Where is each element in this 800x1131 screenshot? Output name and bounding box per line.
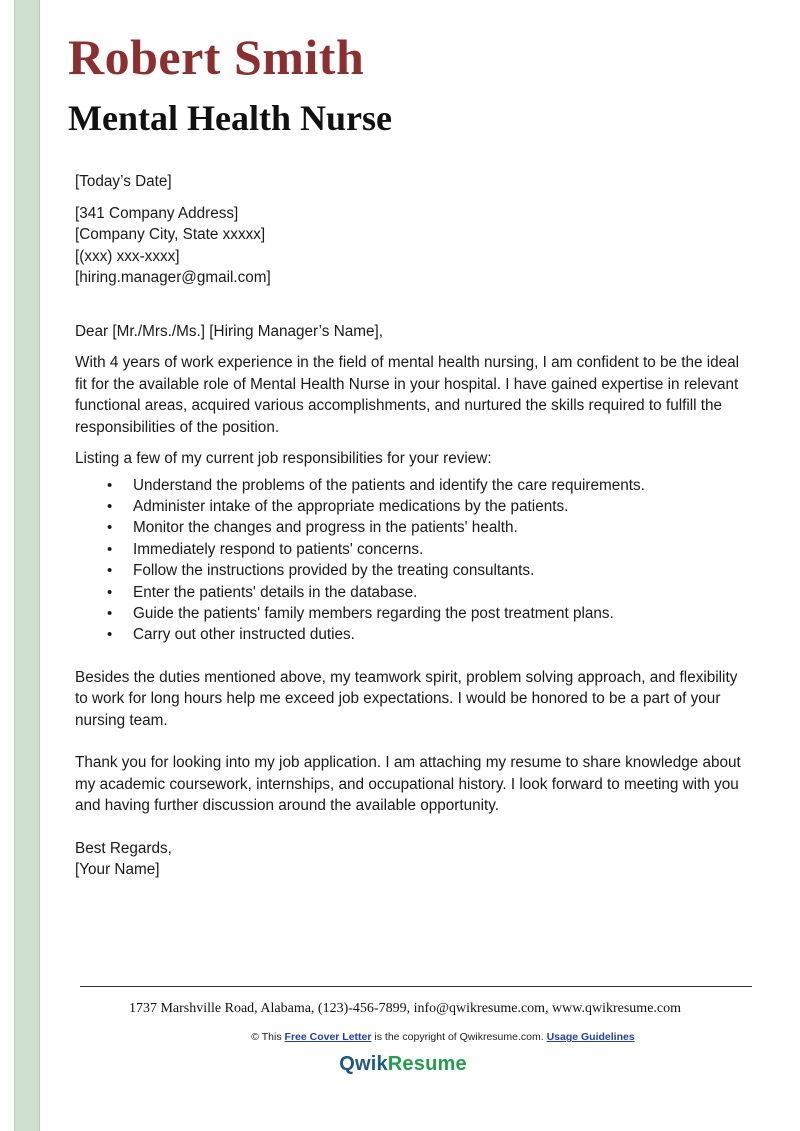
copyright-prefix: © This <box>251 1031 282 1043</box>
footer-contact: 1737 Marshville Road, Alabama, (123)-456-7899, info@qwikresume.com, www.qwikresume.com <box>128 1001 682 1016</box>
list-intro: Listing a few of my current job responsibilities for your review: <box>75 450 492 467</box>
copyright-text: is the copyright of Qwikresume.com. <box>374 1031 544 1043</box>
footer-divider <box>80 986 752 987</box>
logo-qwik: Qwik <box>339 1053 388 1075</box>
address-line: [Company City, State xxxxx] <box>75 226 266 243</box>
list-item: • Guide the patients' family members regarding the post treatment plans. <box>133 603 745 624</box>
list-item: • Monitor the changes and progress in the patients' health. <box>133 517 745 538</box>
closing-phrase: Best Regards, <box>75 839 172 857</box>
signature-name: [Your Name] <box>75 861 160 879</box>
recipient-address <box>75 203 745 289</box>
address-line: [(xxx) xxx-xxxx] <box>75 247 180 265</box>
job-title: Mental Health Nurse <box>68 98 392 138</box>
usage-guidelines-link[interactable]: Usage Guidelines <box>546 1031 635 1043</box>
duties-list <box>75 475 745 646</box>
list-item: • Carry out other instructed duties. <box>133 624 745 645</box>
salutation: Dear [Mr./Mrs./Ms.] [Hiring Manager’s Name], <box>75 322 383 340</box>
closing-paragraph: Thank you for looking into my job application. I am attaching my resume to share knowledge about my academic coursework, internships, and occupational history. I look forward to meeting with you and having further discussion around the available opportunity. <box>75 754 741 815</box>
list-item: • Immediately respond to patients' concerns. <box>133 539 745 560</box>
decorative-side-bar <box>14 0 40 1131</box>
letter-body <box>75 171 745 881</box>
list-item: • Follow the instructions provided by the treating consultants. <box>133 560 745 581</box>
list-item: • Administer intake of the appropriate medications by the patients. <box>133 496 745 517</box>
address-line: [hiring.manager@gmail.com] <box>75 269 271 286</box>
teamwork-paragraph: Besides the duties mentioned above, my teamwork spirit, problem solving approach, and flexibility to work for long hours help me exceed job expectations. I would be honored to be a part of your nursing team. <box>75 668 738 729</box>
address-line: [341 Company Address] <box>75 204 239 222</box>
copyright-notice <box>0 1031 800 1043</box>
letter-date: [Today’s Date] <box>75 173 172 190</box>
list-item: • Enter the patients' details in the database. <box>133 582 745 603</box>
logo-resume: Resume <box>387 1053 467 1075</box>
free-cover-letter-link[interactable]: Free Cover Letter <box>284 1031 372 1043</box>
list-item: • Understand the problems of the patients and identify the care requirements. <box>133 475 745 496</box>
candidate-name: Robert Smith <box>68 29 365 85</box>
qwikresume-logo[interactable] <box>0 1053 800 1076</box>
intro-paragraph: With 4 years of work experience in the field of mental health nursing, I am confident to be the ideal fit for the available role of Mental Health Nurse in your hospital. I have gained expertise in relevant functional areas, acquired various accomplishments, and nurtured the skills required to fulfill the responsibilities of the position. <box>75 354 740 436</box>
